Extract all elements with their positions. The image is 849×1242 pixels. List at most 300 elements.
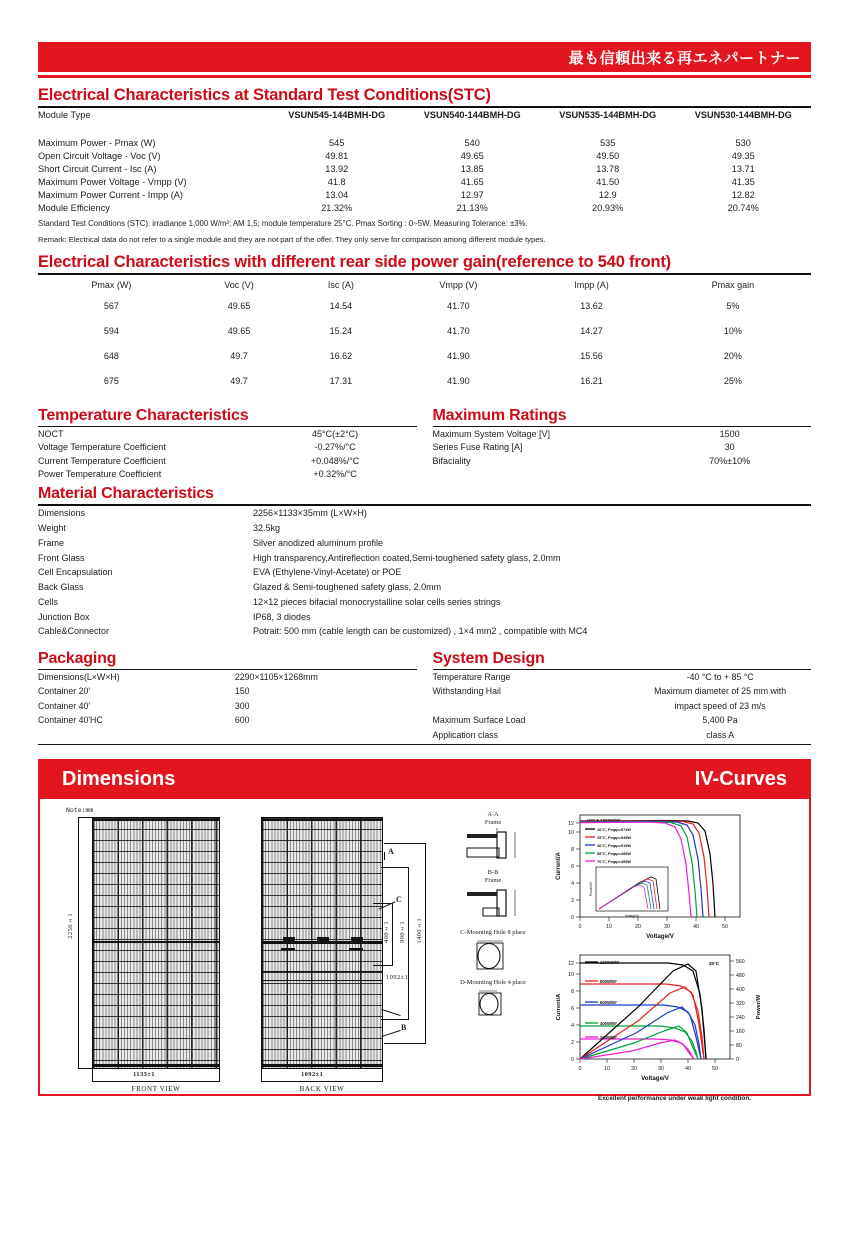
row-label: Maximum Power Current - Impp (A): [38, 189, 183, 200]
cell-value: 41.70: [447, 325, 470, 336]
svg-text:AM1.5,1000W/M²: AM1.5,1000W/M²: [586, 817, 621, 823]
cell-value: 49.65: [227, 325, 251, 336]
iv-charts: [548, 805, 801, 1102]
svg-text:800W/M²: 800W/M²: [600, 978, 617, 984]
svg-text:50: 50: [722, 923, 728, 930]
svg-text:320: 320: [736, 1000, 745, 1007]
cell-value: 567: [103, 300, 119, 311]
top-banner: [38, 42, 811, 72]
stc-header-label: Module Type: [38, 109, 91, 120]
cell-value: 600: [234, 715, 250, 726]
back-busbar-bottom: [261, 1064, 383, 1066]
datasheet-page: [0, 42, 849, 1242]
cell-value: +0.048%/°C: [310, 455, 360, 466]
bifacial-table: [38, 275, 811, 393]
stc-condition-note: Standard Test Conditions (STC): irradiance 1,000 W/m²; AM 1,5; module temperature 25°C. Pmax Sorting : 0~5W. Measuring Tolerance: ±3%.: [38, 219, 528, 228]
back-busbar-lower: [261, 971, 383, 973]
cell-value: 13.71: [731, 163, 755, 174]
detail-aa: [438, 811, 548, 864]
svg-text:20: 20: [631, 1065, 637, 1072]
svg-text:70°C, Pmpp=455W: 70°C, Pmpp=455W: [597, 858, 632, 864]
iv-caption: Excellent performance under weak light condition.: [597, 1094, 752, 1102]
detail-bb: [438, 869, 548, 922]
svg-text:200W/M²: 200W/M²: [600, 1034, 617, 1040]
iv-chart-irradiance: [548, 949, 801, 1102]
table-row: [38, 175, 811, 188]
system-design-title: System Design: [432, 649, 545, 667]
panel-header: [40, 761, 809, 799]
cell-value: 17.31: [329, 375, 353, 386]
cell-value: 41.90: [447, 375, 470, 386]
row-label: Open Circuit Voltage - Voc (V): [38, 150, 161, 161]
cell-value: 41.8: [327, 176, 346, 187]
cell-value: 15.56: [580, 350, 603, 361]
callout-b-leader1: [381, 1009, 400, 1016]
frame-bb-svg: [453, 886, 533, 922]
svg-text:12: 12: [568, 820, 574, 827]
row-label: Maximum System Voltage [V]: [432, 428, 551, 439]
cell-value: 21.32%: [321, 202, 353, 213]
back-width-label: 1092±1: [301, 1070, 324, 1078]
stc-header-row: [38, 108, 811, 130]
row-label: Power Temperature Coefficient: [38, 469, 162, 480]
cell-value: class A: [706, 729, 735, 740]
detail-aa-subtitle: Frame: [484, 818, 502, 826]
svg-text:0: 0: [578, 923, 582, 930]
stc-module-type-2: VSUN535-144BMH-DG: [559, 109, 657, 120]
back-busbar-top: [261, 819, 383, 821]
row-label: Cable&Connector: [38, 626, 110, 637]
callout-c: C: [396, 894, 402, 904]
row-label: Dimensions(L×W×H): [38, 672, 120, 683]
packaging-title: Packaging: [38, 649, 117, 667]
row-label: Cells: [38, 596, 59, 607]
table-row: [38, 318, 811, 343]
cell-value: 594: [103, 325, 119, 336]
table-row: [38, 594, 811, 609]
cell-value: Maximum diameter of 25 mm with: [654, 686, 787, 697]
svg-text:Power/W: Power/W: [756, 994, 762, 1019]
cell-value: -0.27%/°C: [314, 442, 356, 453]
cell-value: 10%: [723, 325, 742, 336]
table-row: [38, 565, 811, 580]
row-label: Cell Encapsulation: [38, 567, 113, 578]
detail-d-title: D-Mounting Hole 4 place: [460, 978, 526, 986]
detail-c-title: C-Mounting Hole 8 place: [460, 928, 526, 936]
callout-a: A: [388, 846, 394, 856]
svg-text:600W/M²: 600W/M²: [600, 999, 617, 1005]
cell-value: 41.90: [447, 350, 470, 361]
mounting-hole-c-svg: [463, 939, 523, 973]
table-row: [38, 293, 811, 318]
cell-value: 648: [103, 350, 119, 361]
table-row: [38, 521, 811, 536]
stc-module-type-0: VSUN545-144BMH-DG: [288, 109, 386, 120]
table-row: [38, 149, 811, 162]
table-row: [38, 162, 811, 175]
cell-value: 16.21: [580, 375, 603, 386]
row-label: Module Efficiency: [38, 202, 110, 213]
drawing-panel: [38, 759, 811, 1102]
iv-curves-heading: IV-Curves: [694, 768, 787, 791]
svg-text:80: 80: [736, 1042, 742, 1049]
svg-text:30: 30: [664, 923, 670, 930]
row-label: Maximum Power Voltage - Vmpp (V): [38, 176, 187, 187]
svg-text:240: 240: [736, 1014, 745, 1021]
table-row: [38, 535, 811, 550]
front-busbar-bottom: [92, 1064, 220, 1066]
svg-text:12: 12: [568, 960, 574, 967]
svg-text:1000W/M²: 1000W/M²: [600, 959, 620, 965]
cell-value: 30: [724, 442, 735, 453]
detail-bb-subtitle: Frame: [484, 876, 502, 884]
back-dim-1400-tick-top: [384, 843, 426, 844]
cell-value: Silver anodized aluminum profile: [253, 537, 384, 548]
back-width-dimline: [261, 1081, 383, 1082]
front-view-caption: FRONT VIEW: [131, 1084, 181, 1093]
bottom-section-rule: [38, 744, 811, 745]
row-label: Container 40': [38, 700, 91, 711]
junction-box-3: [351, 937, 363, 941]
table-row: [38, 580, 811, 595]
svg-text:2: 2: [571, 1039, 574, 1046]
front-view-drawing: [48, 805, 253, 1093]
cell-value: 530: [735, 137, 751, 148]
cable-2: [349, 948, 363, 950]
row-label: Container 20': [38, 686, 91, 697]
cell-value: 49.35: [731, 150, 755, 161]
front-height-tick-top: [78, 817, 92, 818]
table-row: [433, 684, 812, 698]
cell-value: 150: [234, 686, 250, 697]
cell-value: 16.62: [329, 350, 353, 361]
front-busbar-top: [92, 819, 220, 821]
svg-text:30: 30: [658, 1065, 664, 1072]
detail-bb-title: B-B: [487, 868, 499, 876]
cell-value: 49.65: [227, 300, 251, 311]
stc-module-type-1: VSUN540-144BMH-DG: [423, 109, 521, 120]
back-width-tick-right: [382, 1069, 383, 1082]
row-label: Maximum Power - Pmax (W): [38, 137, 156, 148]
svg-text:6: 6: [571, 1005, 574, 1012]
cell-value: 5,400 Pa: [702, 715, 738, 726]
table-row: [38, 130, 811, 150]
back-view-drawing: [253, 805, 438, 1093]
svg-text:8: 8: [571, 846, 574, 853]
detail-d-hole: [438, 979, 548, 1019]
row-label: Short Circuit Current - Isc (A): [38, 163, 157, 174]
panel-body: [40, 799, 809, 1102]
bifacial-header-row: [38, 275, 811, 293]
table-row: [433, 713, 812, 727]
cell-value: 12.97: [460, 189, 484, 200]
iv-chart-temperature: [548, 809, 801, 947]
front-width-tick-left: [92, 1069, 93, 1082]
svg-text:10: 10: [568, 971, 574, 978]
svg-text:400: 400: [736, 986, 745, 993]
cell-value: 32.5kg: [253, 522, 281, 533]
temperature-title: Temperature Characteristics: [38, 407, 249, 425]
mounting-hole-d-svg: [463, 989, 523, 1019]
table-row: [38, 441, 417, 454]
row-label: Bifaciality: [432, 455, 471, 466]
svg-text:Voltage/V: Voltage/V: [624, 913, 640, 918]
row-label: Application class: [432, 729, 499, 740]
table-row: [38, 467, 417, 480]
column-header: Pmax (W): [91, 280, 132, 291]
callout-b-leader2: [381, 1030, 400, 1037]
svg-text:400W/M²: 400W/M²: [600, 1020, 617, 1026]
back-busbar-mid: [261, 941, 383, 944]
svg-text:10: 10: [604, 1065, 610, 1072]
front-height-tick-bottom: [78, 1068, 92, 1069]
cell-value: 41.70: [447, 300, 470, 311]
front-busbar-mid: [92, 941, 220, 943]
iv-chart-irradiance-svg: [548, 949, 773, 1089]
table-row: [433, 670, 812, 684]
row-label: Withstanding Hail: [432, 686, 501, 697]
back-mid-label: 1092±1: [386, 973, 409, 981]
back-dim-900-label: 900±1: [399, 920, 406, 943]
row-label: Temperature Range: [432, 672, 511, 683]
front-height-dimline: [78, 817, 79, 1069]
front-width-tick-right: [219, 1069, 220, 1082]
cell-value: -40 °C to + 85 °C: [686, 672, 754, 683]
table-row: [38, 427, 417, 440]
callout-b: B: [401, 1022, 407, 1032]
cell-value: 25%: [723, 375, 742, 386]
banner-tagline: 最も信頼出来る再エネパートナー: [568, 49, 801, 67]
cell-value: 13.92: [325, 163, 349, 174]
cell-value: 540: [464, 137, 480, 148]
max-ratings-section: [433, 399, 812, 481]
table-row: [38, 670, 417, 684]
junction-box-2: [317, 937, 329, 941]
svg-text:480: 480: [736, 972, 745, 979]
svg-text:40°C, Pmpp=515W: 40°C, Pmpp=515W: [597, 842, 632, 848]
note-mm-label: Note:mm: [66, 806, 94, 814]
stc-module-type-3: VSUN530-144BMH-DG: [694, 109, 792, 120]
row-label: Series Fuse Rating [A]: [432, 442, 523, 453]
table-row: [38, 609, 811, 624]
svg-text:Current/A: Current/A: [556, 851, 562, 880]
table-row: [38, 343, 811, 368]
back-dim-1400-tick-bottom: [384, 1043, 426, 1044]
back-dim-900-tick-bottom: [381, 1019, 409, 1020]
cell-value: 535: [600, 137, 616, 148]
cell-value: EVA (Ethylene-Vinyl-Acetate) or POE: [253, 567, 402, 578]
cell-value: 675: [103, 375, 119, 386]
svg-text:160: 160: [736, 1028, 745, 1035]
svg-text:0: 0: [571, 1056, 574, 1063]
cell-value: Glazed & Semi-toughened safety glass, 2.0mm: [253, 582, 442, 593]
svg-text:Current/A: Current/A: [556, 993, 562, 1021]
banner-underline: [38, 75, 811, 78]
table-row: [38, 454, 417, 467]
svg-text:0: 0: [578, 1065, 582, 1072]
cable-1: [281, 948, 295, 950]
svg-text:40: 40: [685, 1065, 691, 1072]
material-title: Material Characteristics: [38, 484, 214, 502]
system-design-table: [433, 670, 812, 742]
cell-value: IP68, 3 diodes: [253, 611, 311, 622]
back-view-caption: BACK VIEW: [299, 1084, 345, 1093]
cell-value: 49.65: [460, 150, 484, 161]
table-row: [433, 454, 812, 467]
svg-text:6: 6: [571, 863, 574, 870]
cell-value: 49.50: [596, 150, 620, 161]
cell-value: 300: [234, 700, 250, 711]
detail-views: [438, 805, 548, 1090]
svg-text:4: 4: [571, 880, 574, 887]
back-dim-1400-label: 1400±1: [416, 917, 423, 944]
table-row: [433, 441, 812, 454]
column-header: Voc (V): [224, 280, 254, 291]
svg-text:55°C, Pmpp=486W: 55°C, Pmpp=486W: [597, 850, 632, 856]
cell-value: 14.27: [580, 325, 603, 336]
table-row: [38, 188, 811, 201]
row-label: Weight: [38, 522, 66, 533]
max-ratings-table: [433, 427, 812, 467]
back-dim-900-line: [408, 867, 409, 1019]
cell-value: 49.7: [230, 375, 248, 386]
table-row: [38, 684, 417, 698]
system-design-section: [433, 642, 812, 742]
column-header: Impp (A): [574, 280, 609, 291]
cell-value: 41.35: [731, 176, 755, 187]
cell-value: 20.93%: [592, 202, 624, 213]
front-width-label: 1133±1: [133, 1070, 155, 1078]
cell-value: 5%: [726, 300, 740, 311]
table-row: [38, 624, 811, 639]
max-ratings-title: Maximum Ratings: [432, 407, 567, 425]
cell-value: 13.85: [460, 163, 484, 174]
back-width-tick-left: [261, 1069, 262, 1082]
dimensions-heading: Dimensions: [62, 768, 176, 791]
svg-text:20: 20: [635, 923, 641, 930]
cell-value: 20.74%: [727, 202, 759, 213]
table-row: [38, 699, 417, 713]
svg-text:10: 10: [606, 923, 612, 930]
cell-value: +0.32%/°C: [313, 469, 357, 480]
column-header: Isc (A): [327, 280, 354, 291]
table-row: [38, 368, 811, 393]
svg-text:10: 10: [568, 829, 574, 836]
svg-text:0: 0: [571, 914, 574, 921]
cell-value: 41.50: [596, 176, 620, 187]
cell-value: 12×12 pieces bifacial monocrystalline solar cells series strings: [253, 596, 501, 607]
cell-value: 12.82: [731, 189, 755, 200]
back-dim-400-label: 400±1: [383, 920, 390, 943]
stc-title: Electrical Characteristics at Standard Test Conditions(STC): [38, 86, 491, 104]
row-label: Dimensions: [38, 508, 86, 519]
cell-value: 15.24: [329, 325, 353, 336]
detail-c-hole: [438, 929, 548, 973]
stc-table: [38, 108, 811, 214]
row-label: Current Temperature Coefficient: [38, 455, 166, 466]
back-dim-400-tick-bottom: [373, 965, 393, 966]
row-label: Voltage Temperature Coefficient: [38, 442, 166, 453]
row-label: Back Glass: [38, 582, 84, 593]
cell-value: High transparency,Antireflection coated,Semi-toughened safety glass, 2.0mm: [253, 552, 561, 563]
temperature-table: [38, 427, 417, 481]
svg-text:25°C, Pmpp=545W: 25°C, Pmpp=545W: [597, 834, 632, 840]
cell-value: 21.13%: [456, 202, 488, 213]
svg-text:Voltage/V: Voltage/V: [646, 932, 674, 940]
table-row: [38, 550, 811, 565]
svg-text:2: 2: [571, 897, 574, 904]
table-row: [433, 727, 812, 741]
cell-value: 12.9: [598, 189, 617, 200]
svg-text:8: 8: [571, 988, 574, 995]
detail-aa-title: A-A: [487, 810, 499, 818]
cell-value: impact speed of 23 m/s: [674, 700, 766, 711]
cell-value: 41.65: [460, 176, 484, 187]
cell-value: 2256×1133×35mm (L×W×H): [253, 508, 367, 519]
stc-remark: Remark: Electrical data do not refer to a single module and they are not part of the offer. They only serve for comparison among different module types.: [38, 235, 546, 245]
back-dim-900-tick-top: [381, 867, 409, 868]
svg-text:560: 560: [736, 958, 745, 965]
packaging-table: [38, 670, 417, 728]
back-dim-400-line: [392, 903, 393, 965]
table-row: [433, 699, 812, 713]
cell-value: 545: [329, 137, 345, 148]
cell-value: Potrait: 500 mm (cable length can be customized) , 1×4 mm2 , compatible with MC4: [253, 626, 588, 637]
cell-value: 49.7: [230, 350, 248, 361]
front-height-label: 2256±1: [67, 912, 74, 939]
back-mid-dimline: [261, 980, 383, 981]
cell-value: 49.81: [325, 150, 349, 161]
svg-text:4: 4: [571, 1022, 574, 1029]
cell-value: 45°C(±2°C): [312, 428, 359, 439]
material-table: [38, 506, 811, 639]
cell-value: 14.54: [329, 300, 353, 311]
table-row: [38, 506, 811, 521]
row-label: [433, 699, 630, 713]
cell-value: 13.62: [580, 300, 603, 311]
callout-a-leader: [384, 852, 385, 860]
cell-value: 1500: [719, 428, 740, 439]
cell-value: 70%±10%: [709, 455, 751, 466]
row-label: Frame: [38, 537, 65, 548]
junction-box-1: [283, 937, 295, 941]
svg-text:40: 40: [693, 923, 699, 930]
svg-text:0: 0: [736, 1056, 739, 1063]
row-label: Container 40'HC: [38, 715, 103, 726]
cell-value: 20%: [723, 350, 742, 361]
table-row: [433, 427, 812, 440]
iv-chart-temperature-svg: [548, 809, 773, 942]
table-row: [38, 201, 811, 214]
cell-value: 13.04: [325, 189, 349, 200]
frame-aa-svg: [453, 828, 533, 864]
row-label: Junction Box: [38, 611, 90, 622]
cell-value: 2290×1105×1268mm: [234, 672, 318, 683]
temperature-section: [38, 399, 417, 481]
svg-text:Power/W: Power/W: [589, 881, 593, 896]
table-row: [38, 713, 417, 727]
svg-text:10°C, Pmpp=574W: 10°C, Pmpp=574W: [597, 826, 632, 832]
cell-value: 13.78: [596, 163, 620, 174]
svg-text:50: 50: [712, 1065, 718, 1072]
front-width-dimline: [92, 1081, 220, 1082]
back-dim-1400-line: [425, 843, 426, 1043]
column-header: Pmax gain: [711, 280, 755, 291]
row-label: NOCT: [38, 428, 64, 439]
column-header: Vmpp (V): [439, 280, 478, 291]
packaging-section: [38, 642, 417, 742]
bifacial-title: Electrical Characteristics with different rear side power gain(reference to 540 front): [38, 253, 671, 272]
